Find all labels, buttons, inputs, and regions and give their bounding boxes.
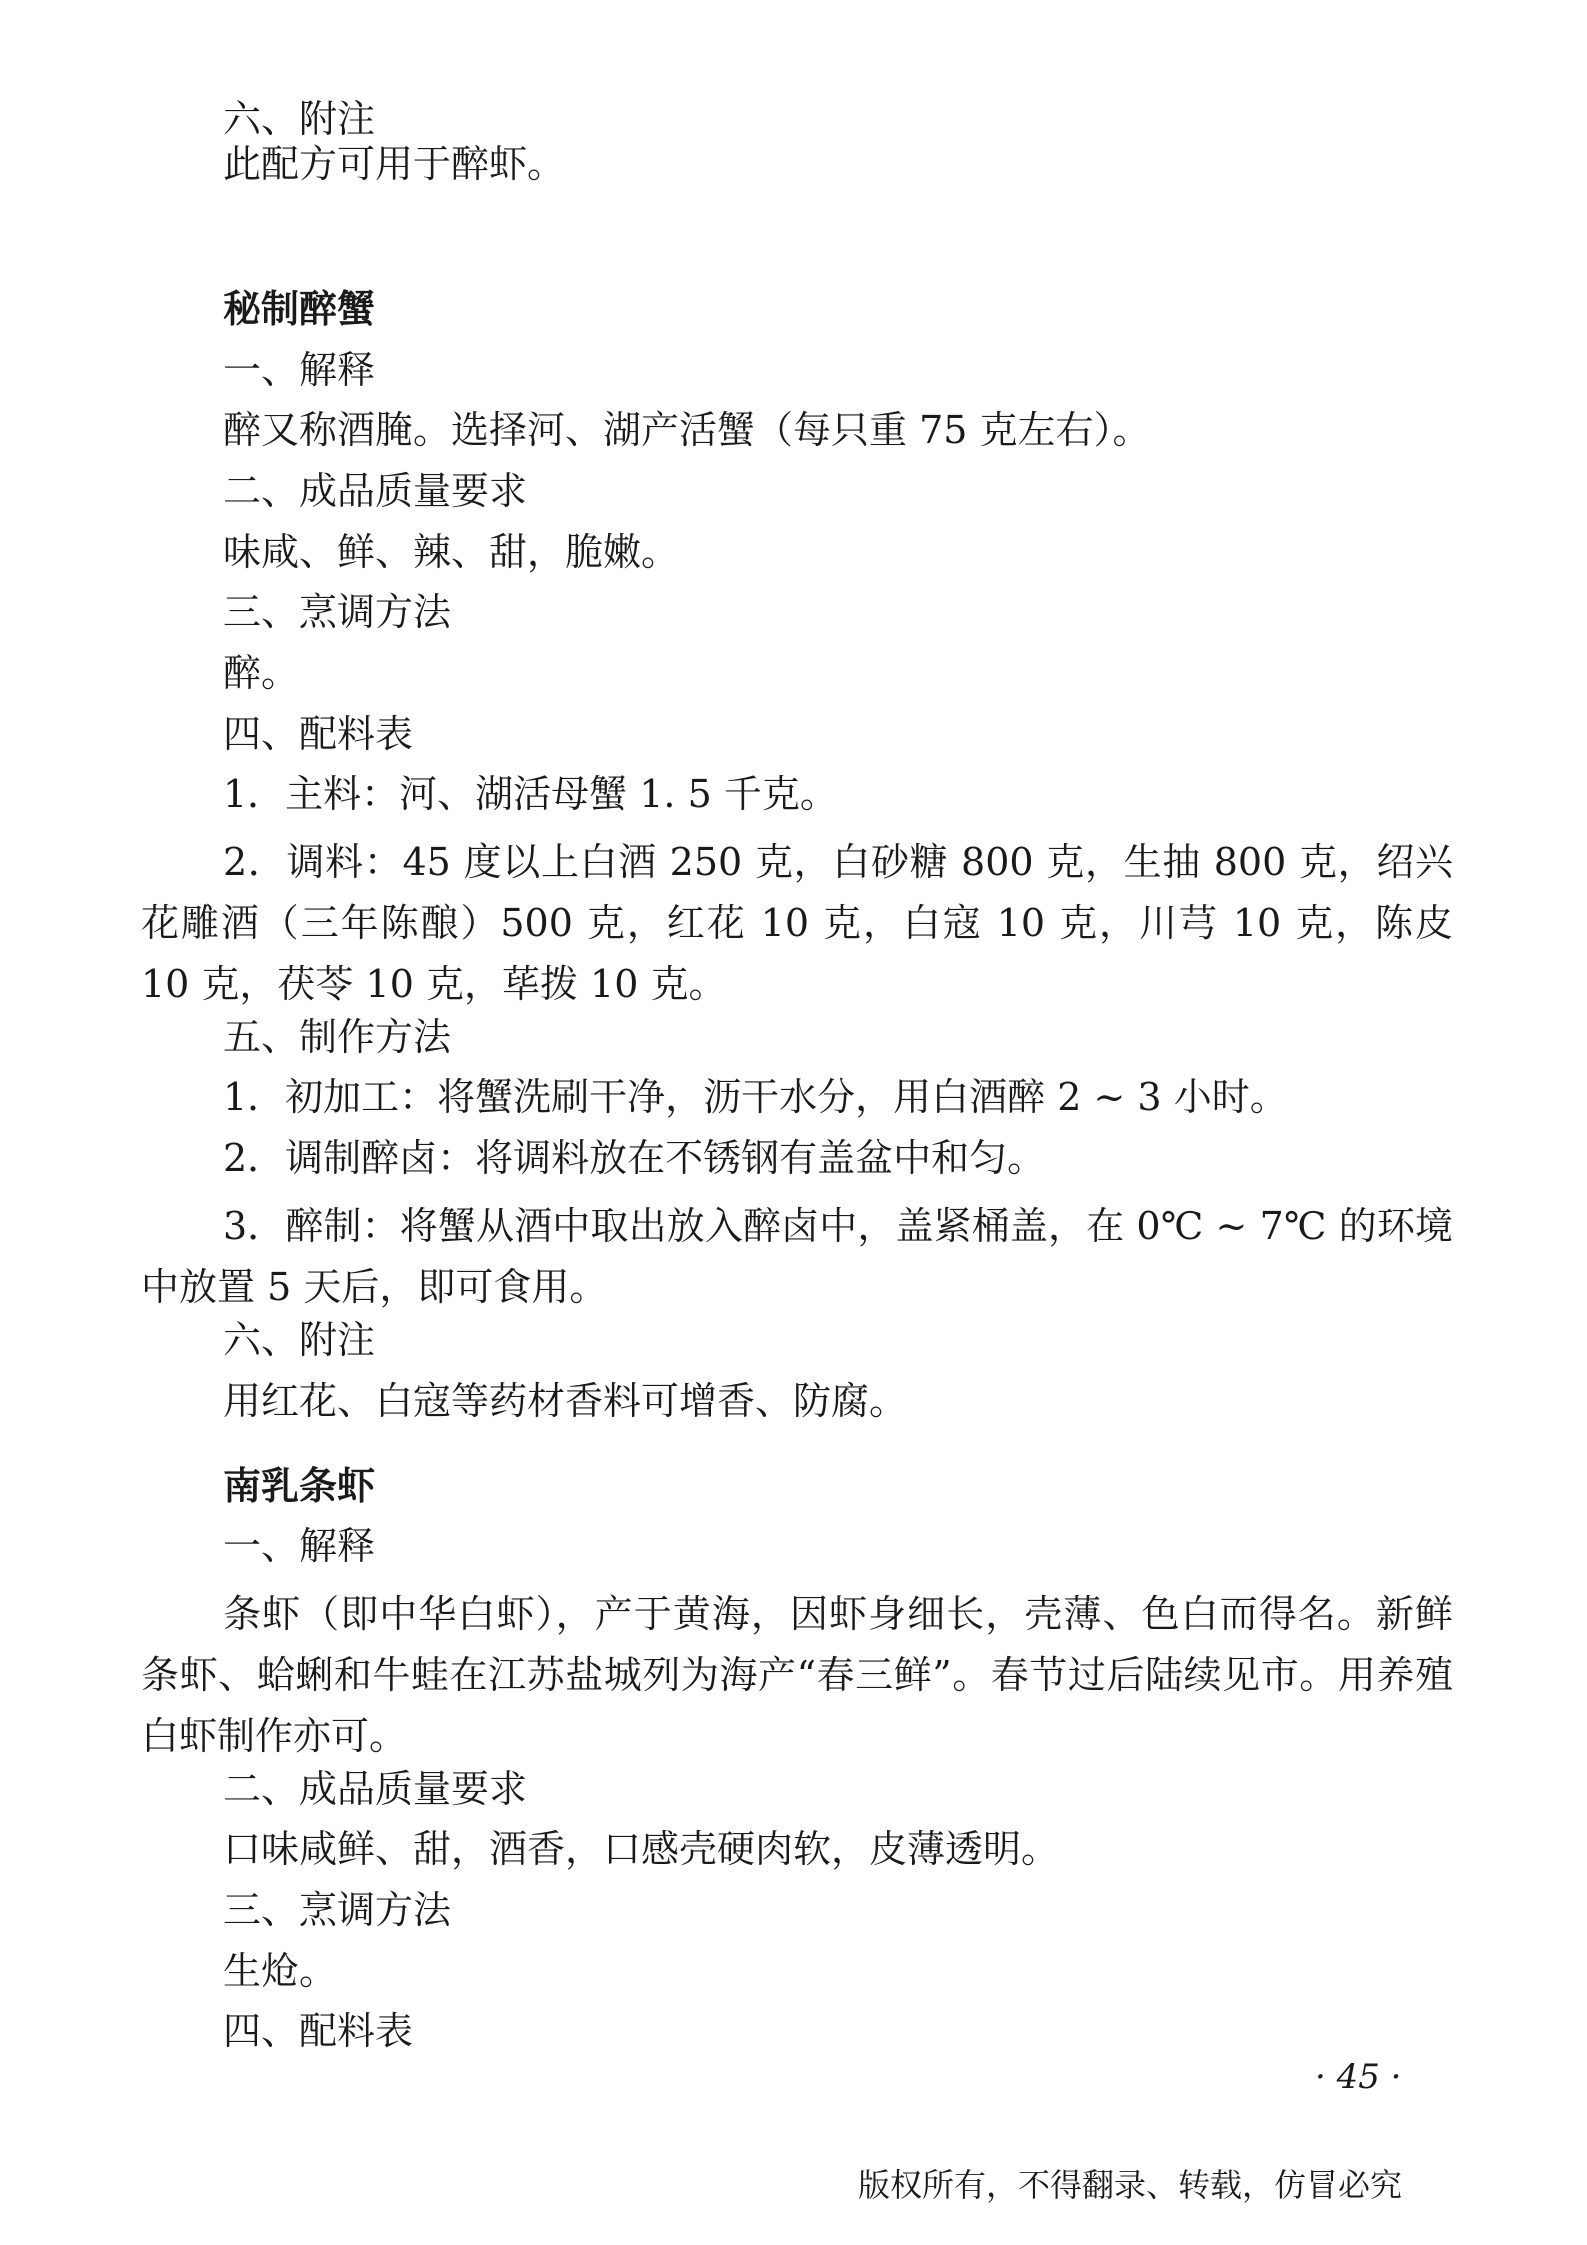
paragraph: 生炝。 (223, 1949, 338, 1993)
ingredient-item: 2．调料：45 度以上白酒 250 克，白砂糖 800 克，生抽 800 克，绍兴花雕酒（三年陈酿）500 克，红花 10 克，白寇 10 克，川芎 10 克，陈皮 10 克，茯苓 10 克，荜拨 10 克。 (141, 840, 1453, 1006)
copyright-footer: 版权所有，不得翻录、转载，仿冒必究 (858, 2166, 1403, 2204)
ingredient-item: 1．主料：河、湖活母蟹 1. 5 千克。 (223, 772, 838, 816)
paragraph: 条虾（即中华白虾），产于黄海，因虾身细长，壳薄、色白而得名。新鲜条虾、蛤蜊和牛蛙在江苏盐城列为海产“春三鲜”。春节过后陆续见市。用养殖白虾制作亦可。 (141, 1592, 1453, 1758)
section-heading: 一、解释 (223, 348, 376, 392)
section-heading: 三、烹调方法 (223, 1888, 452, 1932)
method-step: 2．调制醉卤：将调料放在不锈钢有盖盆中和匀。 (223, 1136, 1046, 1180)
note-text: 此配方可用于醉虾。 (223, 142, 566, 186)
paragraph: 醉又称酒腌。选择河、湖产活蟹（每只重 75 克左右）。 (223, 408, 1151, 452)
section-heading: 二、成品质量要求 (223, 469, 528, 513)
section-heading: 三、烹调方法 (223, 590, 452, 634)
paragraph: 醉。 (223, 651, 300, 695)
method-step: 1．初加工：将蟹洗刷干净，沥干水分，用白酒醉 2 ~ 3 小时。 (223, 1075, 1288, 1119)
section-heading: 二、成品质量要求 (223, 1767, 528, 1811)
section-heading: 六、附注 (223, 1318, 376, 1362)
section-heading: 一、解释 (223, 1524, 376, 1568)
paragraph: 口味咸鲜、甜，酒香，口感壳硬肉软，皮薄透明。 (223, 1827, 1060, 1871)
page-number: · 45 · (1315, 2057, 1402, 2097)
section-heading: 四、配料表 (223, 2009, 414, 2053)
section-heading: 五、制作方法 (223, 1015, 452, 1059)
method-step: 3．醉制：将蟹从酒中取出放入醉卤中，盖紧桶盖，在 0℃ ~ 7℃ 的环境中放置 5 天后，即可食用。 (141, 1204, 1453, 1309)
recipe-title-shrimp: 南乳条虾 (223, 1464, 376, 1508)
paragraph: 味咸、鲜、辣、甜，脆嫩。 (223, 530, 680, 574)
note-heading: 六、附注 (223, 97, 376, 141)
recipe-title-drunken-crab: 秘制醉蟹 (223, 287, 376, 331)
section-heading: 四、配料表 (223, 712, 414, 756)
paragraph: 用红花、白寇等药材香料可增香、防腐。 (223, 1379, 908, 1423)
